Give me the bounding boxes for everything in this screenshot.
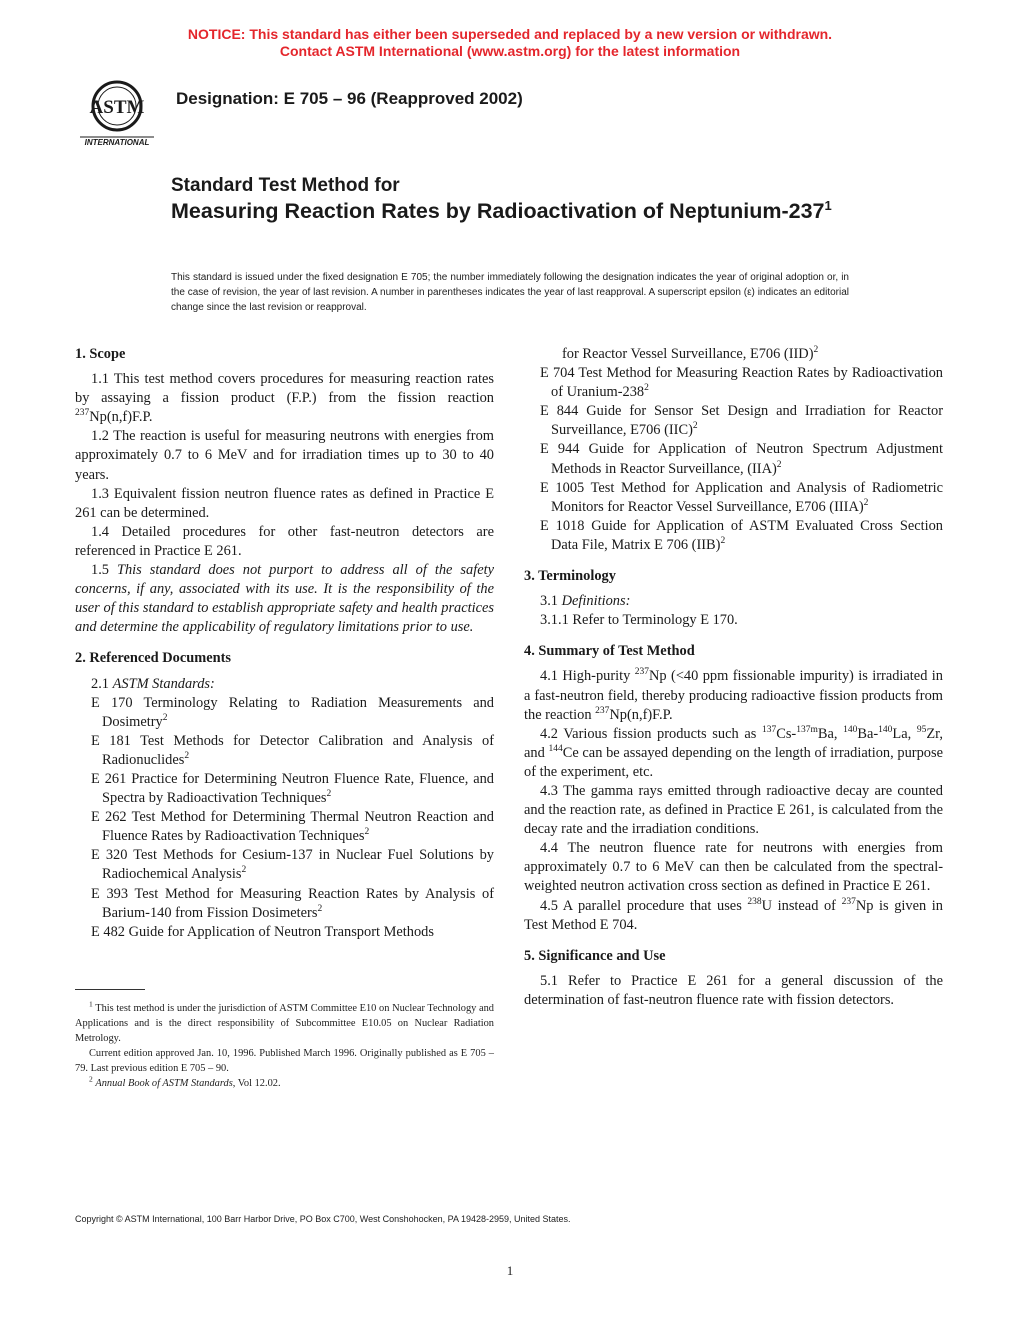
preamble: This standard is issued under the fixed designation E 705; the number immediately following the designation indicates the year of original adoption or, in the case of revision, the year of last revision. A number in parentheses indicates the year of last reapproval. A superscript epsilon (ε) indicates an editorial change since the last revision or reapproval. xyxy=(171,272,849,313)
para-4-3: 4.3 The gamma rays emitted through radioactive decay are counted and the reaction rate, as defined in Practice E 261, is calculated from the decay rate and the irradiation conditions. xyxy=(524,782,943,838)
withdrawal-notice xyxy=(0,26,1020,60)
title-footnote-mark: 1 xyxy=(824,197,832,213)
para-4-4: 4.4 The neutron fluence rate for neutrons with energies from approximately 0.7 to 6 MeV can then be calculated from the spectral-weighted neutron activation cross section as defined in Practice E 261. xyxy=(524,840,943,895)
ref-e944: E 944 Guide for Application of Neutron Spectrum Adjustment Methods in Reactor Surveillance, (IIA)$^2$ xyxy=(540,441,943,477)
left-column xyxy=(75,345,494,942)
title-line-1: Standard Test Method for xyxy=(171,175,400,196)
ref-e844: E 844 Guide for Sensor Set Design and Irradiation for Reactor Surveillance, E706 (IIC)$^2$ xyxy=(540,403,943,439)
section-1-heading: 1. Scope xyxy=(75,346,126,362)
ref-e320: E 320 Test Methods for Cesium-137 in Nuclear Fuel Solutions by Radiochemical Analysis$^2$ xyxy=(91,847,494,883)
para-1-2: 1.2 The reaction is useful for measuring neutrons with energies from approximately 0.7 to 6 MeV and for irradiation times up to 30 to 40 years. xyxy=(75,428,494,483)
ref-e1005: E 1005 Test Method for Application and Analysis of Radiometric Monitors for Reactor Vessel Surveillance, E706 (IIIA)$^2$ xyxy=(540,479,943,515)
ref-e1018: E 1018 Guide for Application of ASTM Evaluated Cross Section Data File, Matrix E 706 (IIB)$^2$ xyxy=(540,517,943,553)
para-1-3: 1.3 Equivalent fission neutron fluence rates as defined in Practice E 261 can be determined. xyxy=(75,485,494,521)
section-5-heading: 5. Significance and Use xyxy=(524,947,666,964)
footnote-1-continued: Current edition approved Jan. 10, 1996. Published March 1996. Originally published as E 705 – 79. Last previous edition E 705 – 90. xyxy=(75,1048,494,1074)
section-2-heading: 2. Referenced Documents xyxy=(75,650,231,667)
para-1-5: 1.5 This standard does not purport to address all of the safety concerns, if any, associated with its use. It is the responsibility of the user of this standard to establish appropriate safety and health practices and determine the applicability of regulatory limitations prior to use. xyxy=(75,562,494,636)
ref-e261: E 261 Practice for Determining Neutron Fluence Rate, Fluence, and Spectra by Radioactivation Techniques$^2$ xyxy=(91,770,494,807)
para-4-2: 4.2 Various fission products such as $^{137}$Cs-$^{137m}$Ba, $^{140}$Ba-$^{140}$La, $^{95}$Zr, and $^{144}$Ce can be assayed depending on the length of irradiation, purpose of the experiment, etc. xyxy=(524,724,943,780)
title-line-2: Measuring Reaction Rates by Radioactivation of Neptunium-$237^1$ xyxy=(171,197,832,223)
designation: Designation: E 705 – 96 (Reapproved 2002) xyxy=(176,89,523,108)
page-number: 1 xyxy=(506,1263,514,1278)
footnote-divider xyxy=(75,989,145,990)
para-4-1: 4.1 High-purity $^{237}$Np (<40 ppm fissionable impurity) is irradiated in a fast-neutron field, thereby producing radioactive fission products from the reaction $^{237}$Np(n,f)F.P. xyxy=(524,667,943,723)
para-2-1: 2.1 ASTM Standards: xyxy=(91,675,215,692)
footnote-2: $^2$ Annual Book of ASTM Standards, Vol 12.02. xyxy=(89,1074,281,1089)
astm-logo xyxy=(74,76,160,150)
para-1-4: 1.4 Detailed procedures for other fast-neutron detectors are referenced in Practice E 261. xyxy=(75,523,494,559)
para-1-1: 1.1 This test method covers procedures for measuring reaction rates by assaying a fission product (F.P.) from the fission reaction $^{237}$Np(n,f)F.P. xyxy=(75,371,494,426)
footnotes xyxy=(75,1001,494,1091)
logo-subtext: INTERNATIONAL xyxy=(84,138,150,147)
ref-e170: E 170 Terminology Relating to Radiation Measurements and Dosimetry$^2$ xyxy=(91,694,494,730)
ref-e181: E 181 Test Methods for Detector Calibration and Analysis of Radionuclides$^2$ xyxy=(91,732,494,768)
notice-line-1: NOTICE: This standard has either been superseded and replaced by a new version or withdrawn. xyxy=(187,26,833,42)
copyright-line: Copyright © ASTM International, 100 Barr Harbor Drive, PO Box C700, West Conshohocken, PA 19428-2959, United States. xyxy=(75,1214,571,1224)
logo-text: ASTM xyxy=(89,97,145,118)
right-column xyxy=(524,345,943,1010)
section-3-heading: 3. Terminology xyxy=(524,568,616,585)
para-3-1: 3.1 Definitions: xyxy=(540,593,631,610)
ref-e704: E 704 Test Method for Measuring Reaction Rates by Radioactivation of Uranium-$238^2$ xyxy=(540,365,943,401)
section-4-heading: 4. Summary of Test Method xyxy=(524,643,695,660)
para-4-5: 4.5 A parallel procedure that uses $^{238}$U instead of $^{237}$Np is given in Test Method E 704. xyxy=(524,896,943,933)
notice-line-2: Contact ASTM International (www.astm.org) for the latest information xyxy=(279,43,741,59)
para-5-1: 5.1 Refer to Practice E 261 for a general discussion of the determination of fast-neutron fluence rate with fission detectors. xyxy=(524,972,943,1008)
footnote-1: $^1$ This test method is under the jurisdiction of ASTM Committee E10 on Nuclear Technology and Applications and is the direct responsibility of Subcommittee E10.05 on Nuclear Radiation Metrology. xyxy=(75,999,494,1044)
ref-e262: E 262 Test Method for Determining Thermal Neutron Reaction and Fluence Rates by Radioactivation Techniques$^2$ xyxy=(91,809,494,845)
ref-e482-continued: for Reactor Vessel Surveillance, E706 (IID)$^2$ xyxy=(562,345,819,362)
ref-e482: E 482 Guide for Application of Neutron Transport Methods xyxy=(91,923,434,940)
document-title xyxy=(171,174,871,224)
para-3-1-1: 3.1.1 Refer to Terminology E 170. xyxy=(540,612,738,629)
ref-e393: E 393 Test Method for Measuring Reaction Rates by Analysis of Barium-140 from Fission Dosimeters$^2$ xyxy=(91,885,494,921)
